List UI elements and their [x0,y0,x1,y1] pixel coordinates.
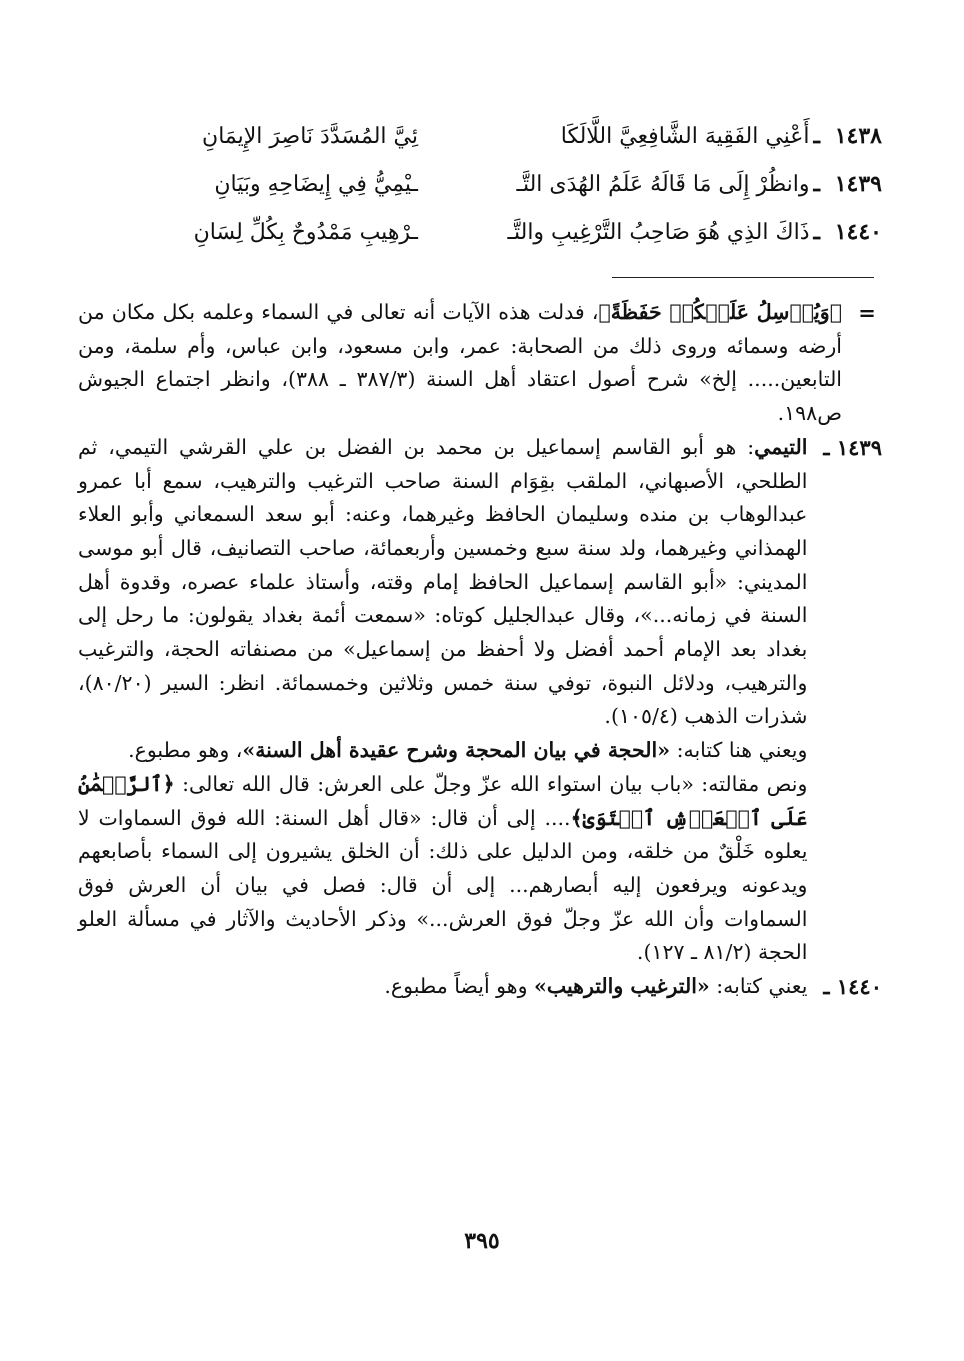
quote-text: .... إلى أن قال: «قال أهل السنة: الله فوق السماوات لا يعلوه خَلْقٌ من خلقه، ومن الدليل على ذلك: أن الخلق يشيرون إلى السماء بأصابعهم ويدعونه ويرفعون إليه أبصارهم... إلى أن قال: فصل في بيان أن العرش فوق السماوات وأن الله عزّ وجلّ فوق العرش...» وذكر الأحاديث والآثار في مسألة العلو الحجة (٨١/٢ ـ ١٢٧). [78,805,808,965]
biography-name: التيمي [754,434,808,459]
book-title: «الترغيب والترهيب» [534,974,710,999]
quran-quote: ﴿وَيُرۡسِلُ عَلَيۡكُمۡ حَفَظَةً﴾ [598,300,842,324]
continuation-mark: = [858,300,876,325]
poem-verses [78,112,882,256]
footnote-body [78,970,807,1004]
footnote-text: ، فدلت هذه الآيات أنه تعالى في السماء وعلمه بكل مكان من أرضه وسمائه وروى ذلك من الصحابة: عمر، وابن مسعود، وابن عباس، وأم سلمة، ومن التابعين..... إلخ» شرح أصول اعتقاد أهل السنة (٣٨٧/٣ ـ ٣٨٨)، وانظر اجتماع الجيوش ص١٩٨. [78,300,843,426]
verse-first-hemistich: وانظُرْ إِلَى مَا قَالَهُ عَلَمُ الهُدَى التَّـ [516,171,810,197]
verse-second-hemistich: ـيْمِيُّ فِي إِيضَاحِهِ وبَيَانِ [214,171,418,197]
biography-text: : هو أبو القاسم إسماعيل بن محمد بن الفضل بن علي القرشي التيمي، ثم الطلحي، الأصبهاني، الملقب بقِوَام السنة صاحب الترغيب والترهيب، سمع أبا عمرو عبدالوهاب بن منده وسليمان الحافظ وغيرهما، وعنه: أبو سعد السمعاني وأبو العلاء الهمذاني وغيرهما، ولد سنة سبع وخمسين وأربعمائة، صاحب التصانيف، قال أبو موسى المديني: «أبو القاسم إسماعيل الحافظ إمام وقته، وأستاذ علماء عصره، وقدوة أهل السنة في زمانه...»، وقال عبدالجليل كوتاه: «سمعت أئمة بغداد يقولون: ما رحل إلى بغداد بعد الإمام أحمد أفضل ولا أحفظ من إسماعيل» من مصنفاته الحجة، والترغيب والترهيب، ودلائل النبوة، توفي سنة خمس وثلاثين وخمسمائة. انظر: السير (٨٠/٢٠)، شذرات الذهب (١٠٥/٤). [78,434,808,729]
verse-1439 [78,160,882,208]
footnote-body [78,296,842,431]
verse-first-hemistich: أَعْنِي الفَقِيهَ الشَّافِعِيَّ اللَّالَكَا [560,123,810,149]
verse-number: ١٤٣٨ [834,123,882,149]
footnote-continuation [78,296,882,431]
footnote-1440 [78,970,882,1004]
footnote-separator [612,277,874,278]
verse-number: ١٤٤٠ [834,219,882,245]
verse-dash: ـ [813,123,820,149]
footnotes [78,296,882,1004]
verse-1440 [78,208,882,256]
quran-quote: ﴿ٱلرَّحۡمَٰنُ عَلَى ٱلۡعَرۡشِ ٱسۡتَوَىٰ﴾ [78,771,808,830]
verse-dash: ـ [813,171,820,197]
footnote-1439 [78,431,882,970]
verse-second-hemistich: ـرْهِيبِ مَمْدُوحٌ بِكُلِّ لِسَانِ [193,219,418,245]
verse-number: ١٤٣٩ [834,171,882,197]
book-note: ، وهو مطبوع. [128,738,243,763]
book-intro: ويعني هنا كتابه: [670,738,808,763]
book-note: وهو أيضاً مطبوع. [384,974,534,999]
footnote-number: ١٤٤٠ ـ [823,974,882,1000]
page-number: ٣٩٥ [464,1228,500,1254]
footnote-number: ١٤٣٩ ـ [823,434,882,460]
verse-dash: ـ [813,219,820,245]
book-title: «الحجة في بيان المحجة وشرح عقيدة أهل السنة» [242,738,671,763]
verse-first-hemistich: ذَاكَ الذِي هُوَ صَاحِبُ التَّرْغِيبِ والتَّـ [507,219,810,245]
verse-1438 [78,112,882,160]
quote-intro: ونص مقالته: «باب بيان استواء الله عزّ وجلّ على العرش: قال الله تعالى: [174,771,808,796]
footnote-body [78,431,807,970]
book-intro: يعني كتابه: [709,974,808,999]
verse-second-hemistich: ئِيَّ المُسَدَّدَ نَاصِرَ الإِيمَانِ [202,123,418,149]
